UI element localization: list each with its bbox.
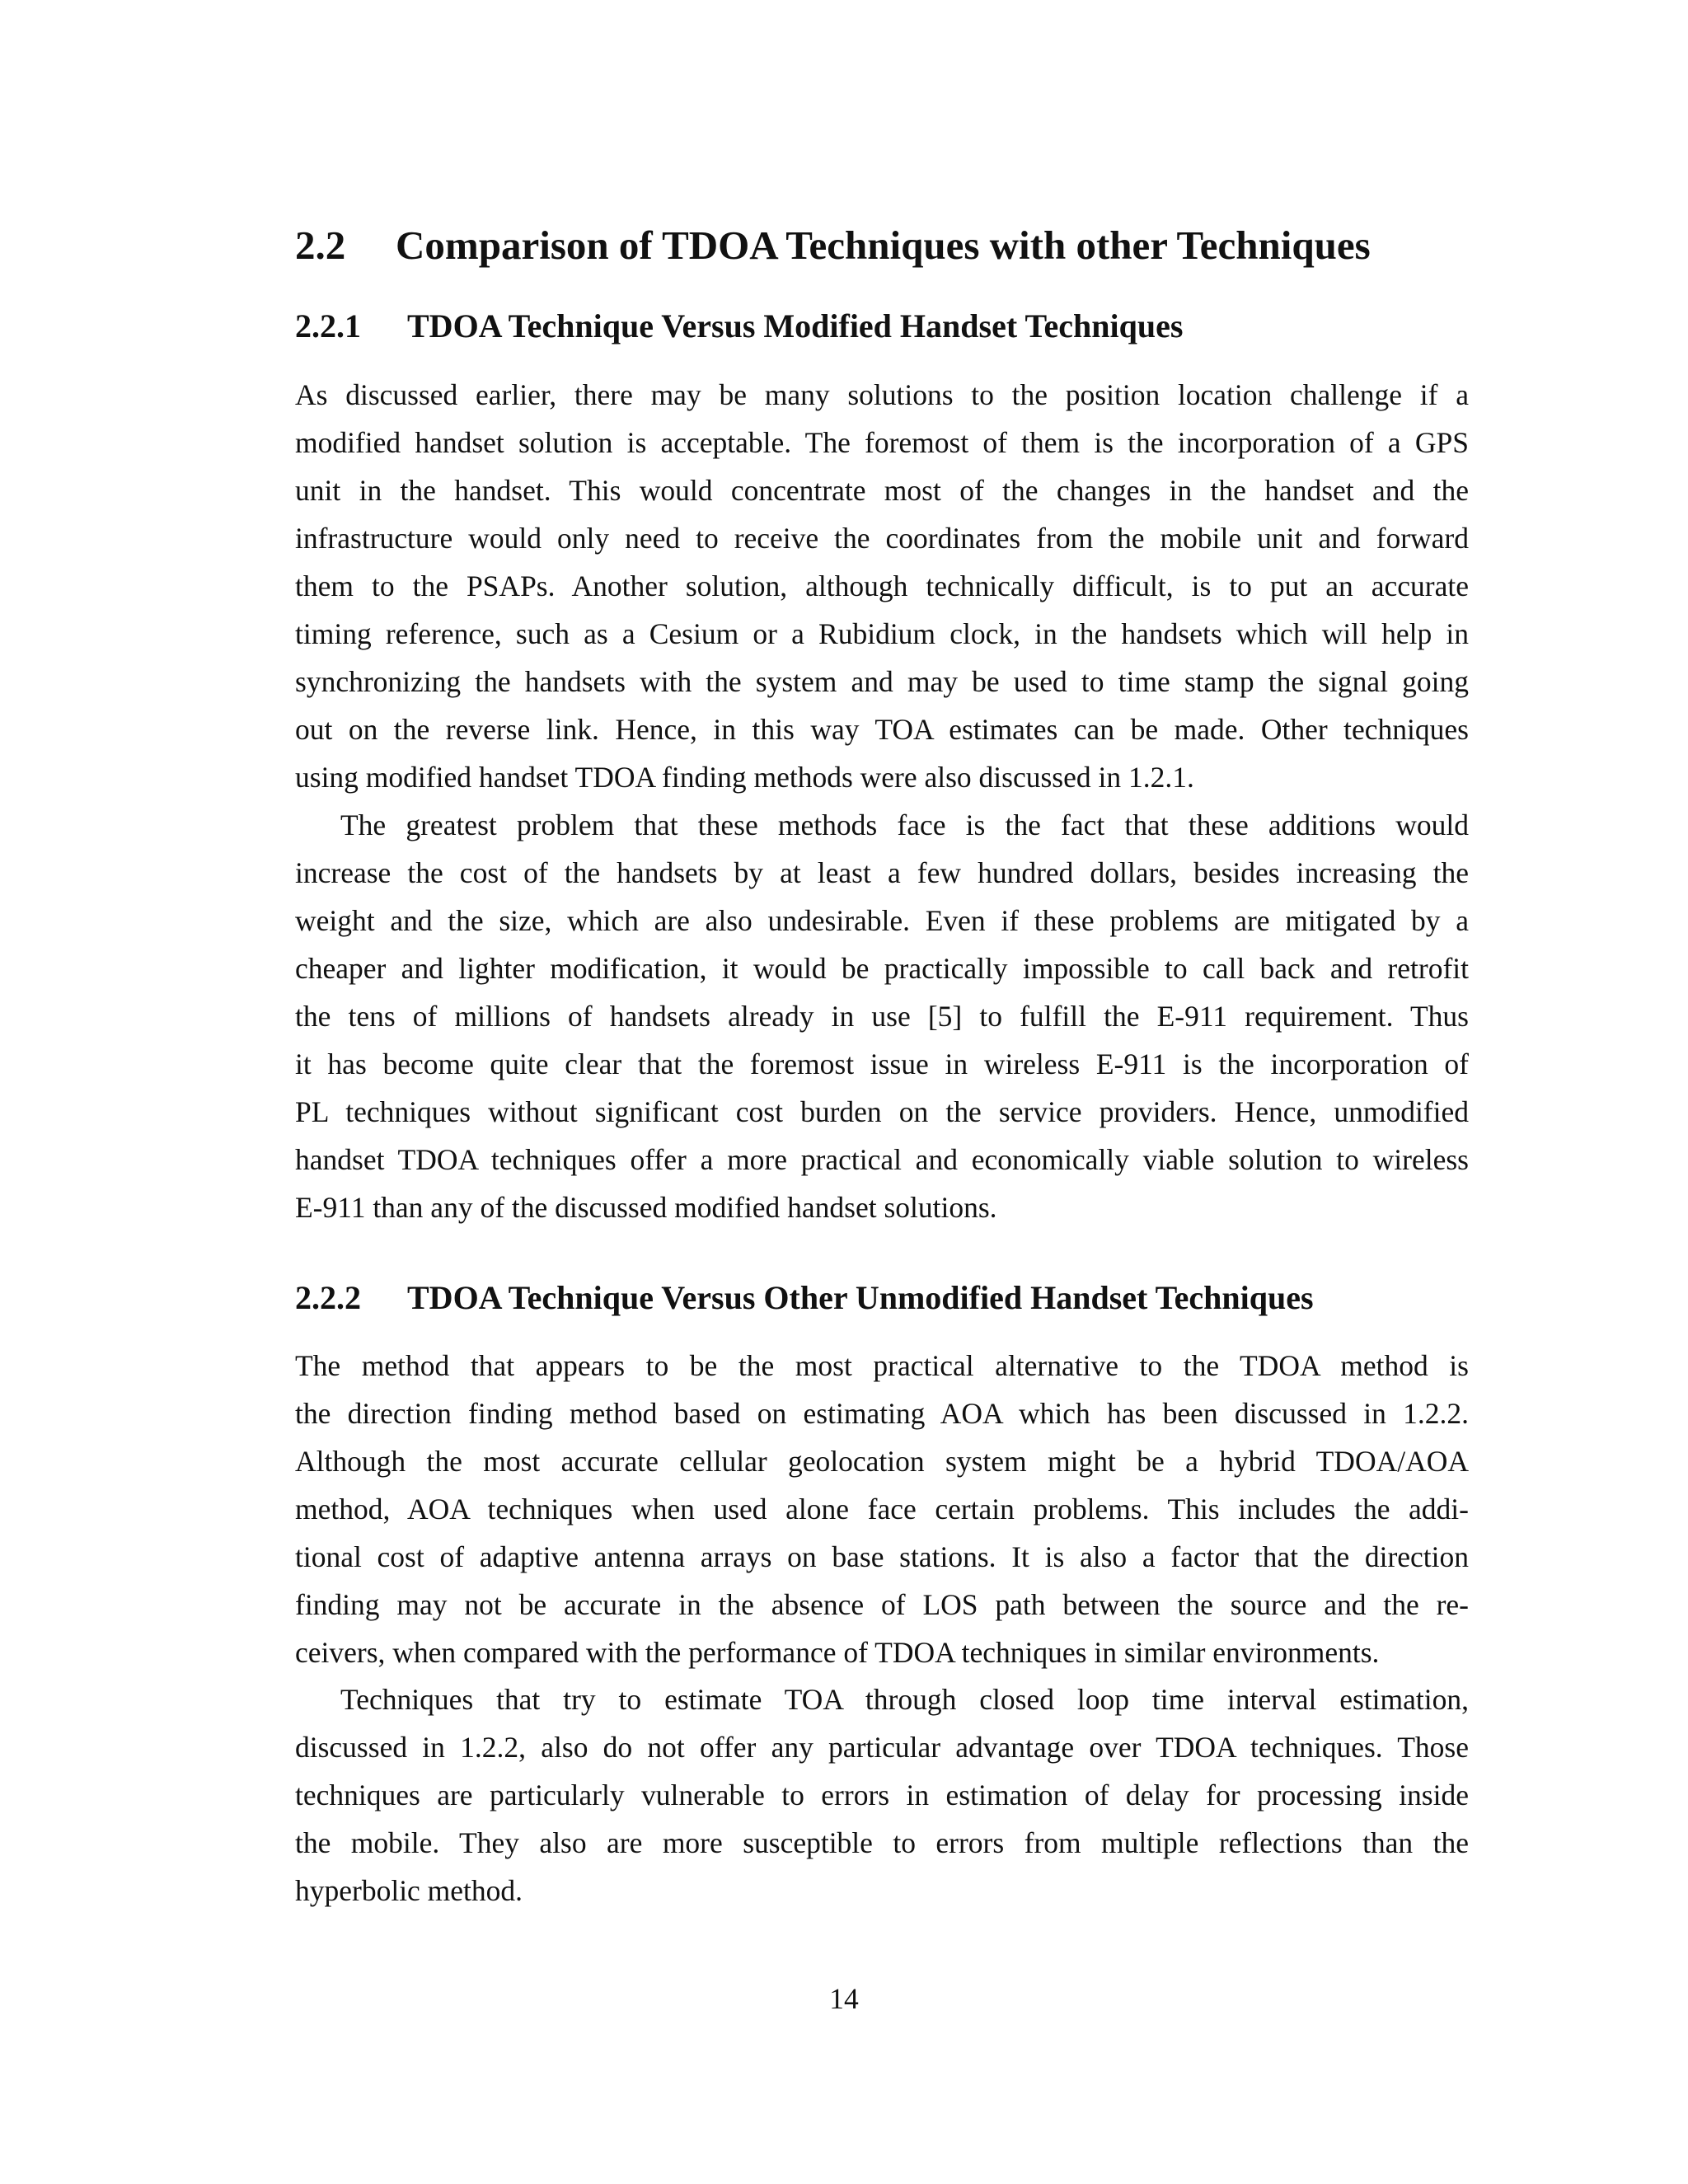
text-line: the direction finding method based on estimating AOA which has been discussed in 1.2.2.: [295, 1397, 1469, 1430]
text-line: tional cost of adaptive antenna arrays on base stations. It is also a factor that the direction: [295, 1540, 1469, 1573]
text-line: synchronizing the handsets with the system and may be used to time stamp the signal going: [295, 665, 1469, 698]
text-line: infrastructure would only need to receive the coordinates from the mobile unit and forward: [295, 522, 1469, 555]
subsection-title: TDOA Technique Versus Modified Handset Techniques: [407, 307, 1184, 344]
subsection-title: TDOA Technique Versus Other Unmodified Handset Techniques: [407, 1279, 1314, 1316]
text-line: increase the cost of the handsets by at least a few hundred dollars, besides increasing the: [295, 856, 1469, 889]
text-line: E-911 than any of the discussed modified handset solutions.: [295, 1191, 997, 1224]
text-line: techniques are particularly vulnerable to errors in estimation of delay for processing inside: [295, 1779, 1469, 1811]
subsection-heading-2: [295, 1277, 1314, 1319]
text-line: The greatest problem that these methods face is the fact that these additions would: [340, 808, 1469, 841]
page-number: 14: [829, 1982, 859, 2015]
text-line: The method that appears to be the most practical alternative to the TDOA method is: [295, 1349, 1469, 1382]
paragraph-2: [295, 801, 1469, 1231]
text-line: PL techniques without significant cost burden on the service providers. Hence, unmodified: [295, 1095, 1469, 1128]
text-line: Techniques that try to estimate TOA through closed loop time interval estimation,: [340, 1683, 1469, 1716]
paragraph-1: [295, 371, 1469, 801]
text-line: the tens of millions of handsets already in use [5] to fulfill the E-911 requirement. Thus: [295, 1000, 1469, 1033]
text-line: it has become quite clear that the foremost issue in wireless E-911 is the incorporation of: [295, 1047, 1469, 1080]
text-line: using modified handset TDOA finding methods were also discussed in 1.2.1.: [295, 761, 1194, 794]
section-heading: [295, 219, 1531, 272]
text-line: hyperbolic method.: [295, 1874, 523, 1907]
text-line: them to the PSAPs. Another solution, although technically difficult, is to put an accurate: [295, 569, 1469, 602]
text-line: unit in the handset. This would concentrate most of the changes in the handset and the: [295, 474, 1469, 507]
text-line: As discussed earlier, there may be many solutions to the position location challenge if a: [295, 378, 1469, 411]
subsection-heading-1: [295, 305, 1183, 348]
subsection-number: 2.2.2: [295, 1279, 361, 1316]
text-line: Although the most accurate cellular geolocation system might be a hybrid TDOA/AOA: [295, 1445, 1469, 1478]
text-line: ceivers, when compared with the performance of TDOA techniques in similar environments.: [295, 1636, 1380, 1669]
paragraph-3: [295, 1342, 1469, 1676]
text-line: the mobile. They also are more susceptible to errors from multiple reflections than the: [295, 1826, 1469, 1859]
paragraph-4: [295, 1675, 1469, 1915]
text-line: handset TDOA techniques offer a more practical and economically viable solution to wireless: [295, 1143, 1469, 1176]
text-line: timing reference, such as a Cesium or a Rubidium clock, in the handsets which will help in: [295, 617, 1469, 650]
text-line: discussed in 1.2.2, also do not offer any particular advantage over TDOA techniques. Those: [295, 1731, 1469, 1764]
text-line: finding may not be accurate in the absence of LOS path between the source and the re-: [295, 1588, 1469, 1621]
text-line: out on the reverse link. Hence, in this way TOA estimates can be made. Other techniques: [295, 713, 1469, 746]
text-line: weight and the size, which are also undesirable. Even if these problems are mitigated by a: [295, 904, 1469, 937]
section-number: 2.2: [295, 223, 346, 268]
text-line: cheaper and lighter modification, it would be practically impossible to call back and retrofit: [295, 952, 1469, 985]
subsection-number: 2.2.1: [295, 307, 361, 344]
section-title: Comparison of TDOA Techniques with other Techniques: [396, 223, 1371, 268]
text-line: method, AOA techniques when used alone face certain problems. This includes the addi-: [295, 1493, 1469, 1526]
text-line: modified handset solution is acceptable. The foremost of them is the incorporation of a GPS: [295, 426, 1469, 459]
